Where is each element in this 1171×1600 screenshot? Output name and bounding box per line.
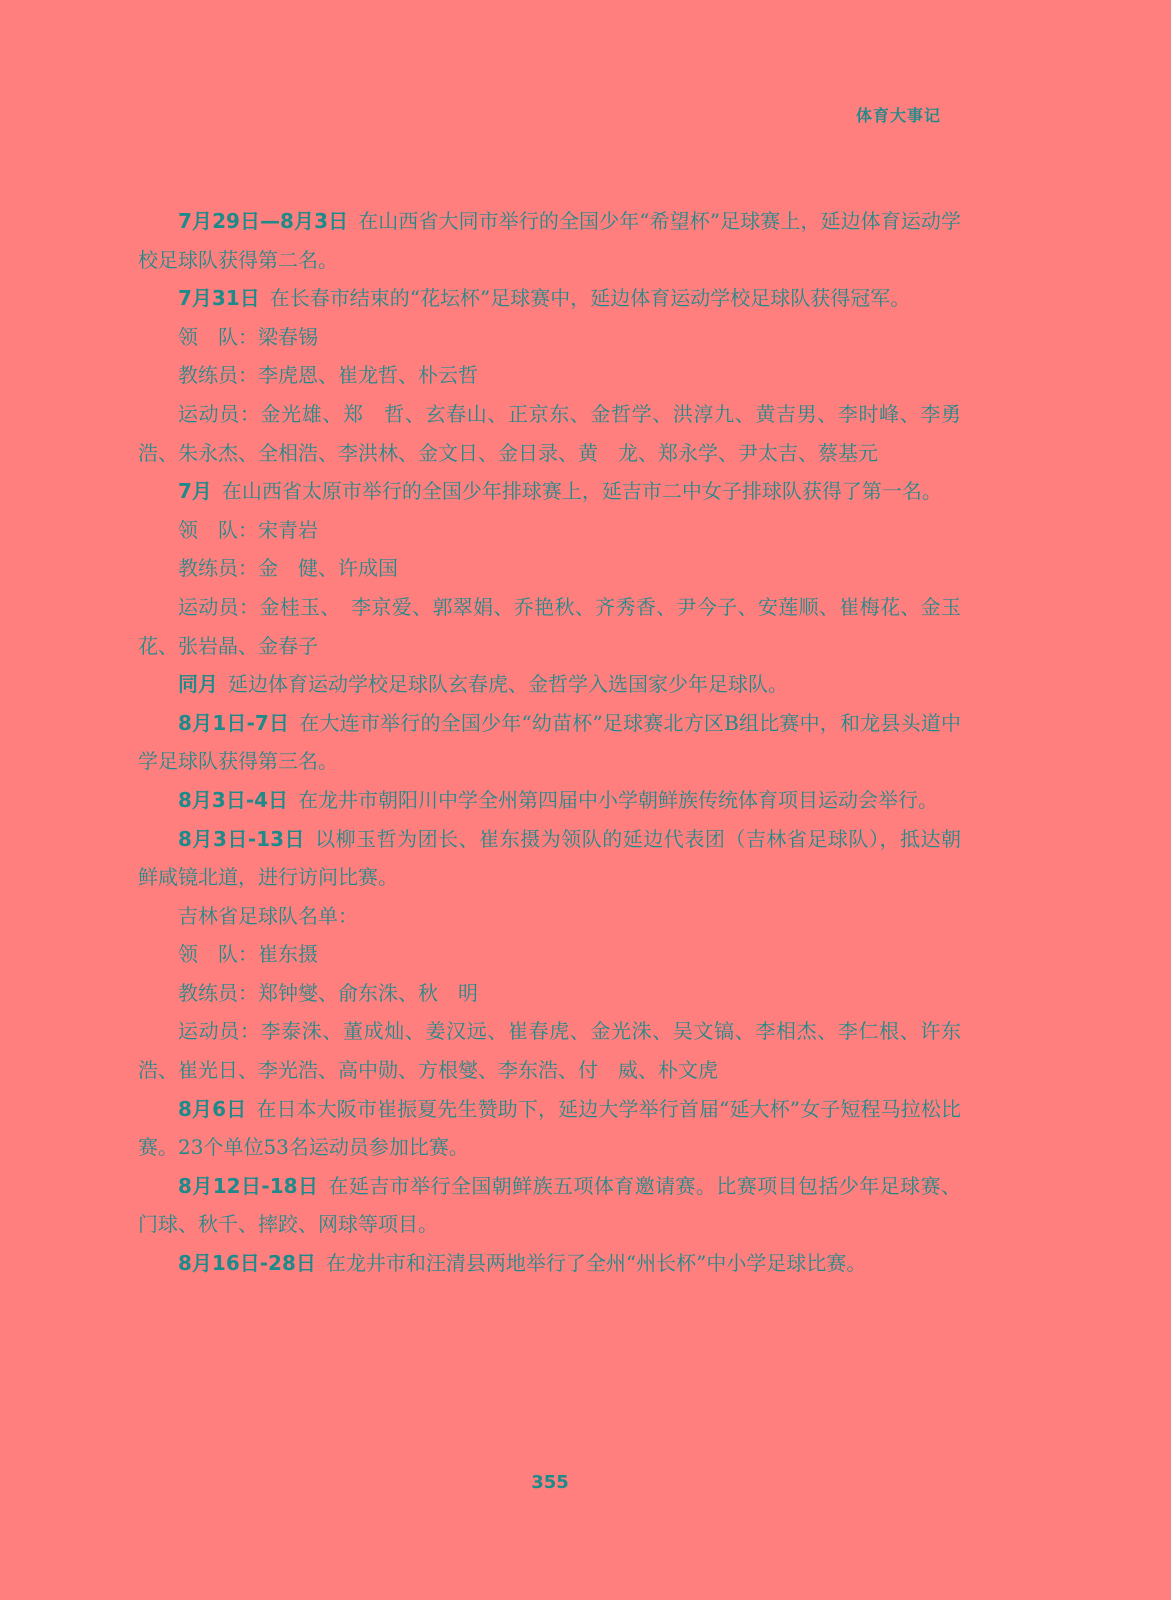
entry-text: 在日本大阪市崔振夏先生赞助下，延边大学举行首届“延大杯”女子短程马拉松比赛。23个单位53名运动员参加比赛。 — [138, 1096, 961, 1160]
chronicle-entry — [138, 1244, 961, 1283]
chronicle-entry — [138, 1167, 961, 1244]
entry-text: 在大连市举行的全国少年“幼苗杯”足球赛北方区B组比赛中，和龙县头道中学足球队获得第三名。 — [138, 710, 961, 774]
entry-date: 8月3日-13日 — [178, 826, 306, 851]
entry-text: 在山西省太原市举行的全国少年排球赛上，延吉市二中女子排球队获得了第一名。 — [221, 479, 942, 504]
team-leader: 领 队：梁春锡 — [178, 324, 318, 349]
chronicle-entry — [138, 472, 961, 511]
team-leader: 领 队：宋青岩 — [178, 517, 318, 542]
entry-date: 8月12日-18日 — [178, 1173, 319, 1198]
entry-date: 7月29日—8月3日 — [178, 209, 349, 233]
chronicle-entry — [138, 665, 961, 704]
chronicle-entry — [138, 202, 961, 279]
page-number: 355 — [531, 1472, 569, 1493]
entry-date: 8月1日-7日 — [178, 710, 290, 735]
entry-date: 8月16日-28日 — [178, 1251, 316, 1276]
team-coaches: 教练员：金 健、许成国 — [178, 556, 398, 581]
entry-date: 7月 — [178, 479, 212, 504]
chronicle-entry — [138, 1090, 961, 1167]
entry-text: 在山西省大同市举行的全国少年“希望杯”足球赛上，延边体育运动学校足球队获得第二名。 — [138, 209, 961, 272]
team-leader: 领 队：崔东摄 — [178, 942, 318, 967]
team-athletes: 运动员：金光雄、郑 哲、玄春山、正京东、金哲学、洪淳九、黄吉男、李时峰、李勇浩、朱永杰、全相浩、李洪林、金文日、金日录、黄 龙、郑永学、尹太吉、蔡基元 — [138, 401, 961, 465]
running-header: 体育大事记 — [855, 106, 941, 125]
team-athletes: 运动员：金桂玉、 李京爱、郭翠娟、乔艳秋、齐秀香、尹今子、安莲顺、崔梅花、金玉花、张岩晶、金春子 — [138, 594, 961, 658]
entry-text: 以柳玉哲为团长、崔东摄为领队的延边代表团（吉林省足球队），抵达朝鲜咸镜北道，进行访问比赛。 — [138, 826, 962, 890]
team-roster-title: 吉林省足球队名单： — [178, 903, 358, 928]
entry-text: 延边体育运动学校足球队玄春虎、金哲学入选国家少年足球队。 — [228, 672, 788, 697]
chronicle-body — [138, 202, 961, 1283]
entry-text: 在龙井市朝阳川中学全州第四届中小学朝鲜族传统体育项目运动会举行。 — [298, 787, 939, 812]
entry-date: 7月31日 — [178, 286, 260, 311]
entry-date: 8月3日-4日 — [178, 787, 289, 812]
team-coaches: 教练员：李虎恩、崔龙哲、朴云哲 — [178, 363, 478, 388]
entry-date: 8月6日 — [178, 1096, 247, 1121]
chronicle-entry — [138, 781, 961, 820]
chronicle-entry — [138, 820, 961, 897]
chronicle-entry — [138, 279, 961, 318]
chronicle-entry — [138, 704, 961, 781]
entry-text: 在龙井市和汪清县两地举行了全州“州长杯”中小学足球比赛。 — [325, 1251, 867, 1276]
team-athletes: 运动员：李泰洙、董成灿、姜汉远、崔春虎、金光洙、吴文镐、李相杰、李仁根、许东浩、崔光日、李光浩、高中勋、方根燮、李东浩、付 威、朴文虎 — [138, 1019, 961, 1083]
entry-date: 同月 — [178, 672, 218, 697]
entry-text: 在长春市结束的“花坛杯”足球赛中，延边体育运动学校足球队获得冠军。 — [269, 286, 911, 311]
team-coaches: 教练员：郑钟燮、俞东洙、秋 明 — [178, 980, 478, 1005]
entry-text: 在延吉市举行全国朝鲜族五项体育邀请赛。比赛项目包括少年足球赛、门球、秋千、摔跤、网球等项目。 — [138, 1173, 961, 1237]
